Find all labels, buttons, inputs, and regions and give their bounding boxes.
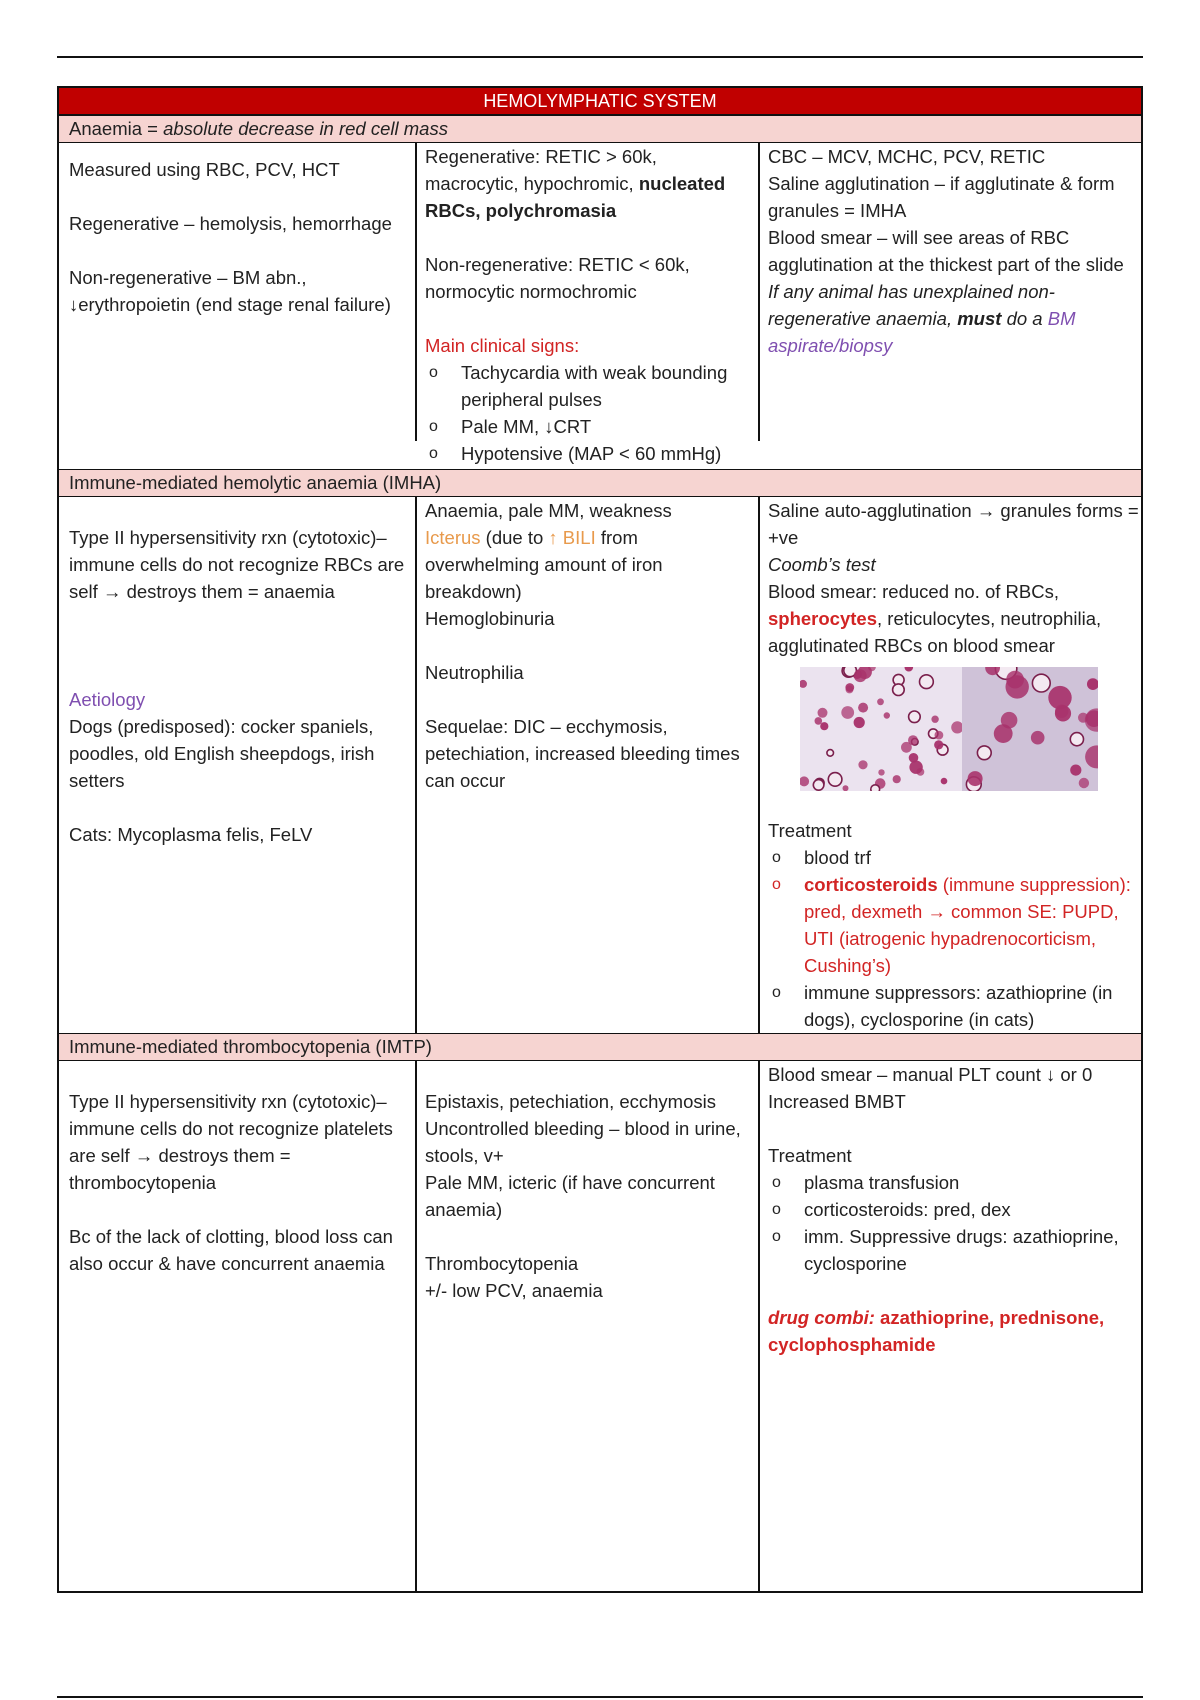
imha-signs: Anaemia, pale MM, weakness — [425, 500, 672, 521]
col-divider — [415, 1061, 417, 1591]
red-blood-cell — [920, 675, 934, 689]
red-blood-cell — [871, 785, 880, 791]
imha-smear-text: Blood smear: reduced no. of RBCs, — [768, 581, 1060, 602]
anaemia-smear: Blood smear – will see areas of RBC agglutination at the thickest part of the slide — [768, 227, 1124, 275]
red-blood-cell — [1006, 675, 1029, 698]
anaemia-measured: Measured using RBC, PCV, HCT — [69, 159, 340, 180]
imtp-col1 — [69, 1088, 405, 1277]
red-blood-cell — [846, 685, 854, 693]
imha-sequelae: Sequelae: DIC – ecchymosis, petechiation, increased bleeding times can occur — [425, 716, 740, 791]
red-blood-cell — [901, 742, 912, 753]
icterus-reason: from overwhelming amount of iron breakdown) — [425, 527, 663, 602]
anaemia-bm-note — [768, 278, 1140, 359]
red-blood-cell — [1070, 733, 1083, 746]
treatment-item: o imm. Suppressive drugs: azathioprine, cyclosporine — [768, 1223, 1140, 1277]
red-blood-cell — [1048, 686, 1071, 709]
imtp-treatment-list — [768, 1169, 1140, 1277]
imtp-clotting: Bc of the lack of clotting, blood loss can also occur & have concurrent anaemia — [69, 1226, 393, 1274]
imha-saline: Saline auto-agglutination → granules forms = +ve — [768, 500, 1139, 548]
col-divider — [415, 497, 417, 1033]
imtp-smear: Blood smear – manual PLT count ↓ or 0 — [768, 1064, 1093, 1085]
drug-combi-label: drug combi: — [768, 1307, 875, 1328]
bili-up: ↑ BILI — [548, 527, 596, 548]
col-divider — [758, 143, 760, 441]
icterus-due: (due to — [480, 527, 549, 548]
red-blood-cell — [884, 712, 890, 718]
blood-smear-image — [800, 667, 1098, 791]
section-imha-header: Immune-mediated hemolytic anaemia (IMHA) — [59, 469, 1141, 497]
imha-col2 — [425, 497, 755, 794]
blood-smear-left — [800, 667, 962, 791]
section-anaemia-header — [59, 115, 1141, 143]
imha-neutrophilia: Neutrophilia — [425, 662, 524, 683]
treatment-item: o plasma transfusion — [768, 1169, 1140, 1196]
drug-combi-list: azathioprine, prednisone, cyclophosphamide — [768, 1307, 1105, 1355]
anaemia-nonregen-causes: Non-regenerative – BM abn., ↓erythropoietin (end stage renal failure) — [69, 267, 391, 315]
table-title: HEMOLYMPHATIC SYSTEM — [59, 88, 1141, 115]
red-blood-cell — [934, 740, 943, 749]
anaemia-regen-causes: Regenerative – hemolysis, hemorrhage — [69, 213, 392, 234]
clinical-signs-list — [425, 359, 755, 467]
col-divider — [415, 143, 417, 441]
red-blood-cell — [843, 785, 849, 791]
imha-col3 — [768, 497, 1140, 1033]
drug-combi — [768, 1304, 1140, 1358]
red-blood-cell — [854, 717, 865, 728]
red-blood-cell — [941, 778, 948, 785]
imha-col1 — [69, 524, 405, 848]
red-blood-cell — [917, 768, 925, 776]
red-blood-cell — [841, 706, 854, 719]
imha-description: Type II hypersensitivity rxn (cytotoxic)– immune cells do not recognize RBCs are self → destroys them = anaemia — [69, 527, 405, 602]
imtp-sign: Thrombocytopenia — [425, 1253, 579, 1274]
red-blood-cell — [931, 716, 938, 723]
red-blood-cell — [909, 711, 921, 723]
anaemia-definition: absolute decrease in red cell mass — [163, 118, 448, 139]
red-blood-cell — [1032, 674, 1050, 692]
top-rule — [57, 56, 1143, 58]
red-blood-cell — [1078, 713, 1088, 723]
imtp-sign: +/- low PCV, anaemia — [425, 1280, 603, 1301]
treatment-item: o immune suppressors: azathioprine (in dogs), cyclosporine (in cats) — [768, 979, 1140, 1033]
regen-retic: Regenerative: RETIC > 60k, macrocytic, hypochromic, — [425, 146, 657, 194]
anaemia-nonregen-features: Non-regenerative: RETIC < 60k, normocytic normochromic — [425, 254, 690, 302]
imtp-description: Type II hypersensitivity rxn (cytotoxic)– immune cells do not recognize platelets are self → destroys them = thrombocytopenia — [69, 1091, 393, 1193]
imtp-sign: Pale MM, icteric (if have concurrent anaemia) — [425, 1172, 715, 1220]
clinical-signs-title: Main clinical signs: — [425, 335, 580, 356]
red-blood-cell — [820, 722, 828, 730]
anaemia-regen-features — [425, 143, 755, 224]
icterus-word: Icterus — [425, 527, 481, 548]
imtp-col2 — [425, 1088, 755, 1304]
red-blood-cell — [1079, 778, 1089, 788]
bm-note-must: must — [957, 308, 1002, 329]
imtp-bmbt: Increased BMBT — [768, 1091, 906, 1112]
bottom-rule — [57, 1696, 1143, 1698]
bm-aspirate-link: BM aspirate/biopsy — [768, 308, 1076, 356]
bm-note-text: If any animal has unexplained non-regenerative anaemia, — [768, 281, 1055, 329]
red-blood-cell — [858, 760, 867, 769]
imtp-sign: Epistaxis, petechiation, ecchymosis — [425, 1091, 716, 1112]
red-blood-cell — [877, 698, 884, 705]
red-blood-cell — [815, 717, 823, 725]
aetiology-title: Aetiology — [69, 689, 146, 710]
red-blood-cell — [818, 708, 828, 718]
red-blood-cell — [893, 684, 905, 696]
clinical-sign-item: o Hypotensive (MAP < 60 mmHg) — [425, 440, 755, 467]
red-blood-cell — [968, 771, 983, 786]
anaemia-col3 — [768, 143, 1140, 359]
bm-note-do: do a — [1001, 308, 1048, 329]
imtp-sign: Uncontrolled bleeding – blood in urine, stools, v+ — [425, 1118, 741, 1166]
red-blood-cell — [1001, 712, 1018, 729]
anaemia-cbc: CBC – MCV, MCHC, PCV, RETIC — [768, 146, 1046, 167]
treatment-item — [768, 871, 1140, 979]
aetiology-cats: Cats: Mycoplasma felis, FeLV — [69, 824, 313, 845]
anaemia-col2 — [425, 143, 755, 467]
imha-treatment-title: Treatment — [768, 820, 852, 841]
red-blood-cell — [828, 773, 842, 787]
red-blood-cell — [935, 731, 944, 740]
anaemia-header-label: Anaemia = — [69, 118, 164, 139]
red-blood-cell — [977, 746, 991, 760]
blood-smear-right — [962, 667, 1098, 791]
red-blood-cell — [1070, 765, 1081, 776]
corticosteroids: corticosteroids — [804, 874, 938, 895]
imha-smear-rest: , reticulocytes, neutrophilia, agglutinated RBCs on blood smear — [768, 608, 1102, 656]
red-blood-cell — [813, 780, 824, 791]
red-blood-cell — [858, 703, 868, 713]
imha-smear — [768, 578, 1140, 659]
imtp-treatment-title: Treatment — [768, 1145, 852, 1166]
red-blood-cell — [909, 753, 919, 763]
treatment-item: o corticosteroids: pred, dex — [768, 1196, 1140, 1223]
col-divider — [758, 1061, 760, 1591]
red-blood-cell — [1031, 731, 1045, 745]
hemolymphatic-table — [57, 86, 1143, 1593]
anaemia-saline: Saline agglutination – if agglutinate & form granules = IMHA — [768, 173, 1115, 221]
imtp-col3 — [768, 1061, 1140, 1358]
red-blood-cell — [893, 775, 901, 783]
red-blood-cell — [827, 750, 834, 757]
col-divider — [758, 497, 760, 1033]
coombs-test: Coomb’s test — [768, 554, 876, 575]
imha-hemoglobinuria: Hemoglobinuria — [425, 608, 555, 629]
red-blood-cell — [854, 669, 867, 682]
imha-icterus — [425, 524, 755, 605]
spherocytes: spherocytes — [768, 608, 877, 629]
treatment-item: o blood trf — [768, 844, 1140, 871]
red-blood-cell — [878, 769, 884, 775]
clinical-sign-item: o Tachycardia with weak bounding peripheral pulses — [425, 359, 755, 413]
regen-nucleated: nucleated RBCs, polychromasia — [425, 173, 726, 221]
aetiology-dogs: Dogs (predisposed): cocker spaniels, poodles, old English sheepdogs, irish setters — [69, 716, 375, 791]
imha-treatment-list — [768, 844, 1140, 1033]
section-imtp-header: Immune-mediated thrombocytopenia (IMTP) — [59, 1033, 1141, 1061]
clinical-sign-item: o Pale MM, ↓CRT — [425, 413, 755, 440]
corticosteroids-detail: (immune suppression): pred, dexmeth → common SE: PUPD, UTI (iatrogenic hypadrenocorticism, Cushing’s) — [804, 874, 1131, 976]
anaemia-col1 — [69, 156, 405, 318]
